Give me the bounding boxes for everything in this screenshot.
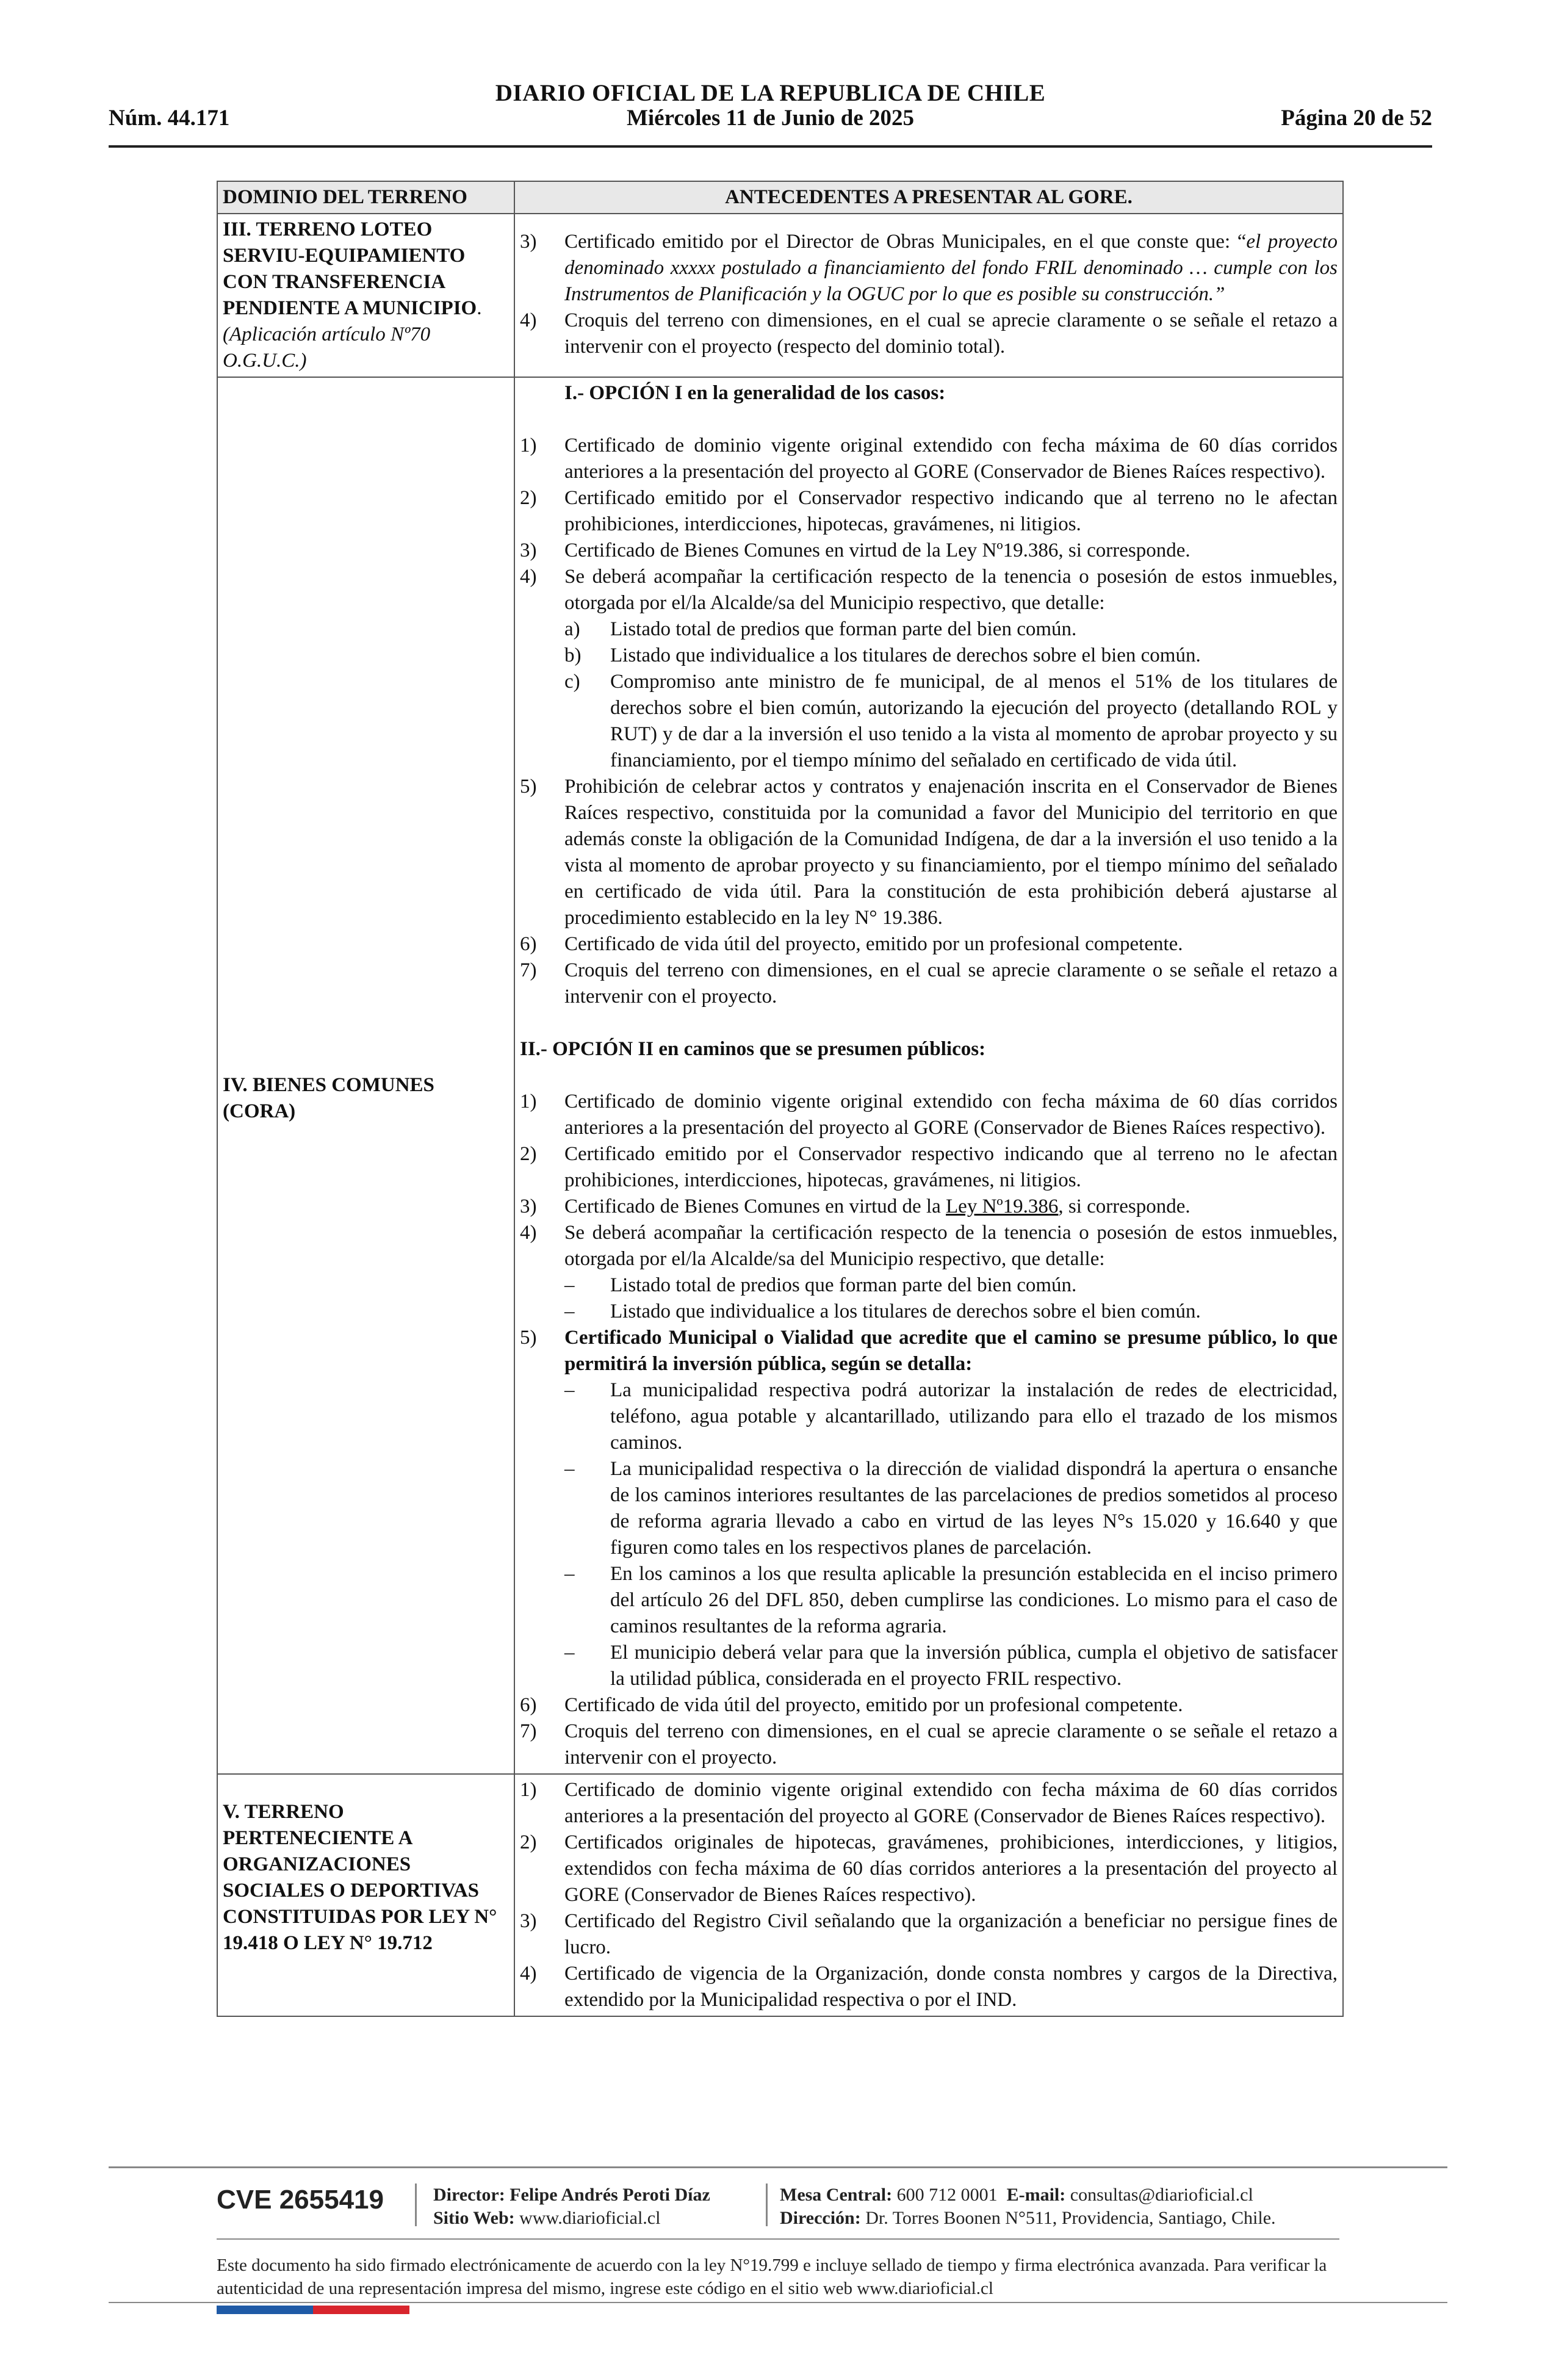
- item-text: , si corresponde.: [1058, 1195, 1190, 1217]
- item-number: 4): [520, 1963, 537, 1985]
- mesa-label: Mesa Central:: [780, 2185, 893, 2205]
- item-number: 3): [520, 1195, 537, 1217]
- list-item: [520, 1220, 1338, 1325]
- item-number: 2): [520, 487, 537, 509]
- domain-cell-iii: [217, 214, 514, 377]
- law-link[interactable]: Ley Nº19.386: [946, 1195, 1059, 1217]
- sub-marker: –: [564, 1300, 575, 1322]
- list-item: [520, 1830, 1338, 1908]
- sub-item: [564, 1377, 1338, 1456]
- domain-label-dot: .: [477, 297, 482, 319]
- item-text: Croquis del terreno con dimensiones, en el cual se aprecie claramente o se señale el retazo a intervenir con el proyecto.: [564, 1720, 1338, 1769]
- item-number: 6): [520, 1694, 537, 1716]
- list-item: [520, 1194, 1338, 1220]
- item-number: 1): [520, 435, 537, 456]
- item-number: 2): [520, 1143, 537, 1165]
- item-number: 4): [520, 1222, 537, 1244]
- item-text: Certificado de dominio vigente original extendido con fecha máxima de 60 días corridos anteriores a la presentación del proyecto al GORE (Conservador de Bienes Raíces respectivo).: [564, 1779, 1338, 1827]
- sub-list: [564, 1272, 1338, 1325]
- sub-list: [564, 616, 1338, 774]
- sub-item: [564, 616, 1338, 643]
- item-text: Certificado emitido por el Conservador respectivo indicando que al terreno no le afectan prohibiciones, interdicciones, hipotecas, gravámenes, ni litigios.: [564, 487, 1338, 535]
- option-1-list: [520, 433, 1338, 1010]
- sub-marker: b): [564, 644, 582, 666]
- footer-divider: [415, 2183, 417, 2226]
- email-label: E-mail:: [1006, 2185, 1066, 2205]
- footer-bottom-rule: [109, 2302, 1447, 2303]
- list-item: [520, 774, 1338, 931]
- list-item: [520, 1777, 1338, 1830]
- domain-label-iv: IV. BIENES COMUNES (CORA): [223, 1074, 434, 1122]
- item-text-italic: el proyecto denominado xxxxx postulado a financiamiento del fondo FRIL denominado … cumple con los Instrumentos de Planificación y la OGUC por lo que es posible su construcción.”: [564, 231, 1338, 305]
- sub-text: Compromiso ante ministro de fe municipal, de al menos el 51% de los titulares de derechos sobre el bien común, autorizando la ejecución del proyecto (detallando ROL y RUT) y de dar a la inversión el uso tenido a la vista al momento de aprobar proyecto y su financiamiento, por el tiempo mínimo del señalado en certificado de vida útil.: [610, 671, 1338, 771]
- option-1-title: I.- OPCIÓN I en la generalidad de los casos:: [564, 382, 946, 404]
- documents-cell-iii: [514, 214, 1343, 377]
- item-text: Croquis del terreno con dimensiones, en el cual se aprecie claramente o se señale el retazo a intervenir con el proyecto.: [564, 959, 1338, 1008]
- footer-director-block: [433, 2183, 710, 2230]
- domain-cell-v: [217, 1774, 514, 2016]
- footer-divider: [766, 2183, 768, 2226]
- sub-item: [564, 1640, 1338, 1692]
- item-number: 2): [520, 1831, 537, 1853]
- list-item: [520, 1141, 1338, 1194]
- item-number: 4): [520, 566, 537, 588]
- list-item: [520, 1325, 1338, 1692]
- publication-title: DIARIO OFICIAL DE LA REPUBLICA DE CHILE: [495, 80, 1046, 106]
- sub-item: [564, 1299, 1338, 1325]
- sub-marker: c): [564, 671, 580, 693]
- list-item: [520, 433, 1338, 485]
- address-label: Dirección:: [780, 2208, 861, 2228]
- table-row: [217, 214, 1343, 377]
- list-item: [520, 1908, 1338, 1961]
- issue-number: Núm. 44.171: [109, 106, 230, 131]
- list-item: [520, 538, 1338, 564]
- item-number: 3): [520, 539, 537, 561]
- list-item: [520, 931, 1338, 957]
- item-text: Se deberá acompañar la certificación respecto de la tenencia o posesión de estos inmuebles, otorgada por el/la Alcalde/sa del Municipio respectivo, que detalle:: [564, 566, 1338, 614]
- director-label: Director:: [433, 2185, 505, 2205]
- sub-list: [564, 1377, 1338, 1692]
- item-text: Certificado de Bienes Comunes en virtud de la Ley Nº19.386, si corresponde.: [564, 539, 1190, 561]
- list-item: [520, 564, 1338, 774]
- list-item: [520, 1089, 1338, 1141]
- item-text: Certificado de vida útil del proyecto, emitido por un profesional competente.: [564, 933, 1183, 955]
- document-list-iii: [520, 229, 1338, 360]
- col-header-domain: DOMINIO DEL TERRENO: [217, 181, 514, 214]
- item-text: Certificados originales de hipotecas, gravámenes, prohibiciones, interdicciones, y litigios, extendidos con fecha máxima de 60 días corridos anteriores a la presentación del proyecto al GORE (Conservador de Bienes Raíces respectivo).: [564, 1831, 1338, 1906]
- domain-label-iii: III. TERRENO LOTEO SERVIU-EQUIPAMIENTO CON TRANSFERENCIA PENDIENTE A MUNICIPIO: [223, 218, 477, 319]
- list-item: [520, 485, 1338, 538]
- sub-text: Listado total de predios que forman parte del bien común.: [610, 1274, 1077, 1296]
- cve-code: CVE 2655419: [217, 2185, 384, 2215]
- sub-marker: a): [564, 618, 580, 640]
- item-number: 6): [520, 933, 537, 955]
- item-text: Certificado de vigencia de la Organización, donde consta nombres y cargos de la Directiva, extendido por la Municipalidad respectiva o por el IND.: [564, 1963, 1338, 2011]
- sub-item: [564, 1456, 1338, 1561]
- sub-item: [564, 1561, 1338, 1640]
- item-number: 7): [520, 959, 537, 981]
- mesa-phone: 600 712 0001: [896, 2185, 998, 2205]
- document-list-v: [520, 1777, 1338, 2013]
- page-number: Página 20 de 52: [1281, 106, 1432, 131]
- footer-mid-rule: [217, 2238, 1339, 2240]
- list-item: [520, 957, 1338, 1010]
- table-header-row: [217, 181, 1343, 214]
- item-text-bold: Certificado Municipal o Vialidad que acredite que el camino se presume público, lo que permitirá la inversión pública, según se detalla:: [564, 1327, 1338, 1375]
- flag-band-blue: [217, 2306, 313, 2314]
- footer-contact-block: [780, 2183, 1276, 2230]
- site-label: Sitio Web:: [433, 2208, 515, 2228]
- item-number: 3): [520, 231, 537, 253]
- requirements-table: [217, 181, 1344, 2017]
- director-name: Felipe Andrés Peroti Díaz: [510, 2185, 710, 2205]
- list-item: [520, 229, 1338, 308]
- documents-cell-v: [514, 1774, 1343, 2016]
- item-text: Certificado de vida útil del proyecto, emitido por un profesional competente.: [564, 1694, 1183, 1716]
- sub-marker: –: [564, 1563, 575, 1585]
- item-number: 1): [520, 1091, 537, 1112]
- page-header: [109, 73, 1432, 148]
- legal-notice: Este documento ha sido firmado electrónicamente de acuerdo con la ley N°19.799 e incluye sellado de tiempo y firma electrónica avanzada. Para verificar la autenticidad de una representación impresa del mismo, ingrese este código en el sitio web www.diarioficial.cl: [217, 2256, 1327, 2298]
- list-item: [520, 1961, 1338, 2013]
- sub-text: El municipio deberá velar para que la inversión pública, cumpla el objetivo de satisfacer la utilidad pública, considerada en el proyecto FRIL respectivo.: [610, 1642, 1338, 1690]
- documents-cell-iv: [514, 377, 1343, 1774]
- list-item: [520, 1718, 1338, 1771]
- item-number: 5): [520, 776, 537, 798]
- item-text: Certificado emitido por el Director de Obras Municipales, en el que conste que: “: [564, 231, 1247, 253]
- option-2-title: II.- OPCIÓN II en caminos que se presumen públicos:: [520, 1038, 986, 1060]
- item-number: 1): [520, 1779, 537, 1801]
- domain-cell-iv: [217, 377, 514, 1774]
- domain-label-v: V. TERRENO PERTENECIENTE A ORGANIZACIONES SOCIALES O DEPORTIVAS CONSTITUIDAS POR LEY N° 19.418 O LEY N° 19.712: [223, 1801, 497, 1954]
- sub-text: En los caminos a los que resulta aplicable la presunción establecida en el inciso primero del artículo 26 del DFL 850, deben cumplirse las condiciones. Lo mismo para el caso de caminos resultantes de la reforma agraria.: [610, 1563, 1338, 1637]
- sub-item: [564, 669, 1338, 774]
- item-number: 7): [520, 1720, 537, 1742]
- sub-item: [564, 643, 1338, 669]
- item-text: Certificado de Bienes Comunes en virtud de la: [564, 1195, 946, 1217]
- sub-text: La municipalidad respectiva o la dirección de vialidad dispondrá la apertura o ensanche de los caminos interiores resultantes de las parcelaciones de predios sometidos al proceso de reforma agraria llevado a cabo en virtud de las leyes N°s 15.020 y 16.640 y que figuren como tales en los respectivos planes de parcelación.: [610, 1458, 1338, 1559]
- table-row: [217, 377, 1343, 1774]
- item-number: 4): [520, 309, 537, 331]
- site-link[interactable]: www.diarioficial.cl: [519, 2208, 661, 2228]
- item-text: Certificado del Registro Civil señalando que la organización a beneficiar no persigue fines de lucro.: [564, 1910, 1338, 1958]
- sub-item: [564, 1272, 1338, 1299]
- footer-top-rule: [109, 2166, 1447, 2168]
- item-text: Certificado de dominio vigente original extendido con fecha máxima de 60 días corridos anteriores a la presentación del proyecto al GORE (Conservador de Bienes Raíces respectivo).: [564, 1091, 1338, 1139]
- item-number: 3): [520, 1910, 537, 1932]
- item-text: Croquis del terreno con dimensiones, en el cual se aprecie claramente o se señale el retazo a intervenir con el proyecto (respecto del dominio total).: [564, 309, 1338, 358]
- sub-marker: –: [564, 1642, 575, 1664]
- sub-text: La municipalidad respectiva podrá autorizar la instalación de redes de electricidad, teléfono, agua potable y alcantarillado, utilizando para ello el trazado de los mismos caminos.: [610, 1379, 1338, 1454]
- sub-marker: –: [564, 1458, 575, 1480]
- table-row: [217, 1774, 1343, 2016]
- list-item: [520, 308, 1338, 360]
- item-number: 5): [520, 1327, 537, 1349]
- sub-marker: –: [564, 1274, 575, 1296]
- sub-text: Listado que individualice a los titulares de derechos sobre el bien común.: [610, 644, 1201, 666]
- item-text: Certificado emitido por el Conservador respectivo indicando que al terreno no le afectan prohibiciones, interdicciones, hipotecas, gravámenes, ni litigios.: [564, 1143, 1338, 1191]
- address-text: Dr. Torres Boonen N°511, Providencia, Santiago, Chile.: [865, 2208, 1276, 2228]
- item-text: Prohibición de celebrar actos y contratos y enajenación inscrita en el Conservador de Bienes Raíces respectivo, constituida por la comunidad a favor del Municipio del territorio en que además conste la obligación de la Comunidad Indígena, de dar a la inversión el uso tenido a la vista al momento de aprobar proyecto y su financiamiento, por el tiempo mínimo del señalado en certificado de vida útil. Para la constitución de esta prohibición deberá ajustarse al procedimiento establecido en la ley N° 19.386.: [564, 776, 1338, 929]
- sub-text: Listado que individualice a los titulares de derechos sobre el bien común.: [610, 1300, 1201, 1322]
- option-2-list: [520, 1089, 1338, 1771]
- email-link[interactable]: consultas@diarioficial.cl: [1070, 2185, 1253, 2205]
- list-item: [520, 1692, 1338, 1718]
- flag-band-red: [313, 2306, 409, 2314]
- item-text: Se deberá acompañar la certificación respecto de la tenencia o posesión de estos inmuebles, otorgada por el/la Alcalde/sa del Municipio respectivo, que detalle:: [564, 1222, 1338, 1270]
- col-header-documents: ANTECEDENTES A PRESENTAR AL GORE.: [514, 181, 1343, 214]
- sub-marker: –: [564, 1379, 575, 1401]
- sub-text: Listado total de predios que forman parte del bien común.: [610, 618, 1077, 640]
- domain-note-iii: (Aplicación artículo Nº70 O.G.U.C.): [223, 323, 431, 372]
- item-text: Certificado de dominio vigente original extendido con fecha máxima de 60 días corridos anteriores a la presentación del proyecto al GORE (Conservador de Bienes Raíces respectivo).: [564, 435, 1338, 483]
- issue-date: Miércoles 11 de Junio de 2025: [626, 106, 915, 131]
